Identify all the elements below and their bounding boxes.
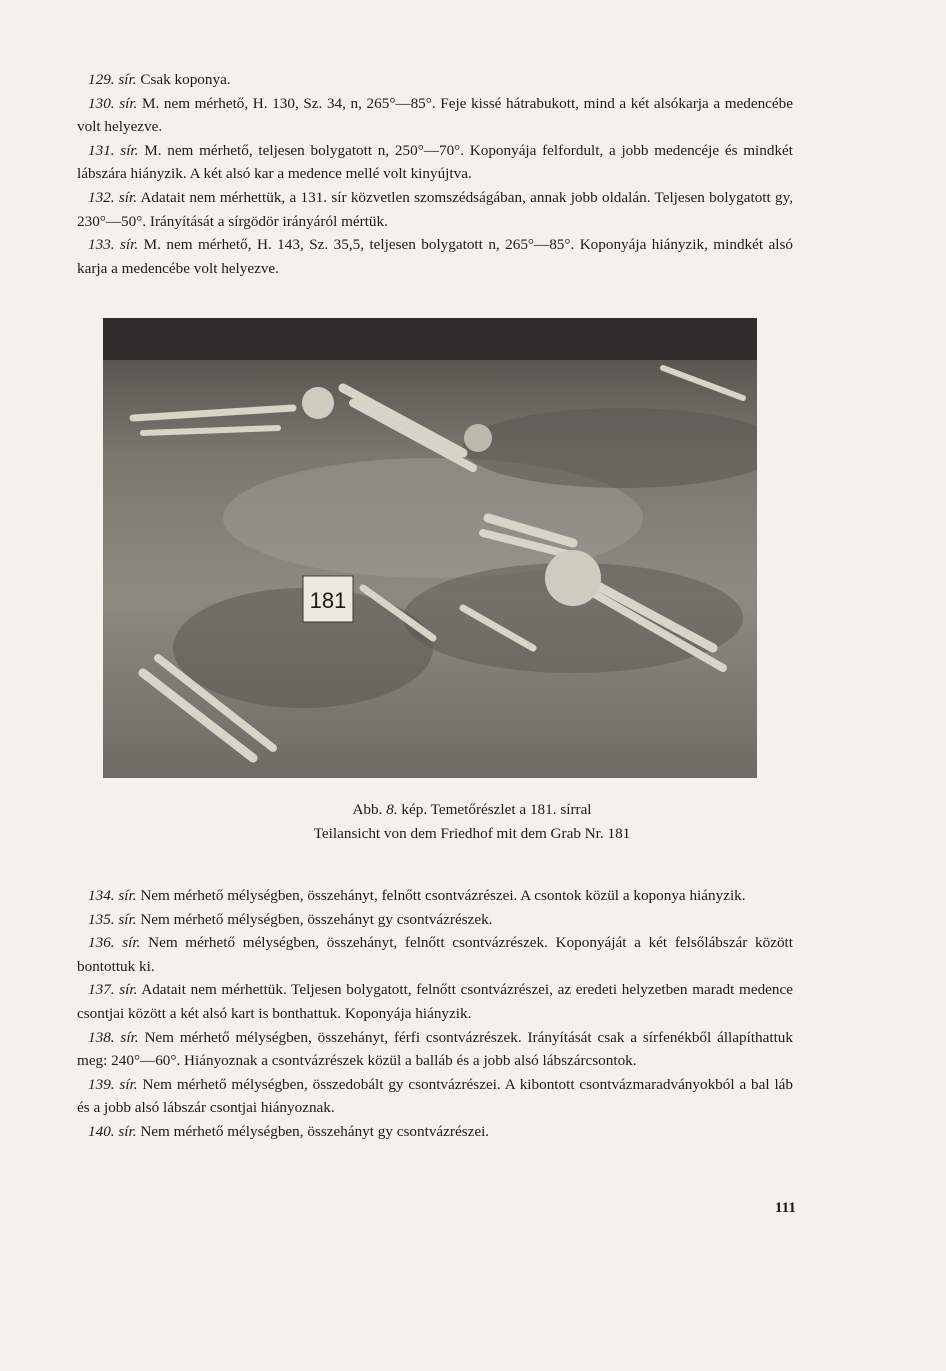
caption-prefix: Abb.	[352, 801, 387, 818]
entry-number: 140. sír.	[88, 1122, 137, 1140]
skull	[545, 550, 601, 606]
entry-number: 129. sír.	[88, 71, 137, 88]
entry-text: M. nem mérhető, H. 143, Sz. 35,5, teljesen bolygatott n, 265°—85°. Koponyája hiányzik, mindkét alsó karja a medencébe volt helyezve.	[77, 236, 793, 277]
trench-edge	[103, 318, 757, 360]
entry-text: Nem mérhető mélységben, összehányt, férfi csontvázrészek. Irányítását csak a sírfenékből állapíthattuk meg: 240°—60°. Hiányoznak a csontvázrészek közül a balláb és a jobb alsó lábszárcsontok.	[77, 1028, 793, 1070]
skull	[302, 387, 334, 419]
entries-top	[77, 68, 793, 280]
entry-130	[77, 92, 793, 139]
entry-number: 130. sír.	[88, 94, 138, 112]
entry-135	[77, 908, 793, 932]
figure-caption-hungarian	[77, 798, 867, 822]
entry-text: Nem mérhető mélységben, összehányt, felnőtt csontvázrészek. Koponyáját a két felsőlábszár között bontottuk ki.	[77, 934, 793, 975]
skull	[464, 424, 492, 452]
entry-text: Nem mérhető mélységben, összehányt gy csontvázrészek.	[136, 910, 493, 928]
grave-number-label: 181	[309, 588, 347, 613]
entry-number: 137. sír.	[88, 981, 138, 999]
entry-134	[77, 884, 793, 908]
entry-text: Adatait nem mérhettük. Teljesen bolygatott, felnőtt csontvázrészei, az eredeti helyzetben maradt medence csontjai között a két alsó kart is bonthattuk. Koponyája hiányzik.	[77, 981, 793, 1022]
entry-text: Nem mérhető mélységben, összehányt gy csontvázrészei.	[136, 1122, 490, 1140]
entry-133	[77, 233, 793, 280]
entry-132	[77, 186, 793, 233]
entry-number: 138. sír.	[88, 1028, 139, 1046]
entry-136	[77, 931, 793, 978]
entry-number: 132. sír.	[88, 188, 138, 206]
entry-text: Adatait nem mérhettük, a 131. sír közvetlen szomszédságában, annak jobb oldalán. Teljesen bolygatott gy, 230°—50°. Irányítását a sírgödör irányáról mértük.	[77, 188, 794, 230]
entry-text: Nem mérhető mélységben, összedobált gy csontvázrészei. A kibontott csontvázmaradványokból a bal láb és a jobb alsó lábszár csontjai hiányoznak.	[77, 1075, 793, 1117]
caption-text: kép. Temetőrészlet a 181. sírral	[397, 801, 592, 818]
entry-text: Csak koponya.	[136, 71, 231, 88]
excavation-photo-drawing	[103, 318, 757, 778]
entry-139	[77, 1073, 793, 1120]
caption-figure-number: 8.	[386, 801, 398, 818]
entry-number: 139. sír.	[88, 1075, 138, 1093]
entry-number: 133. sír.	[88, 236, 139, 254]
figure-caption-german: Teilansicht von dem Friedhof mit dem Grab Nr. 181	[313, 825, 631, 842]
entry-text: Nem mérhető mélységben, összehányt, felnőtt csontvázrészei. A csontok közül a koponya hiányzik.	[136, 887, 746, 904]
entry-number: 131. sír.	[88, 141, 139, 159]
entry-text: M. nem mérhető, H. 130, Sz. 34, n, 265°—85°. Feje kissé hátrabukott, mind a két alsókarja a medencébe volt helyezve.	[77, 94, 793, 136]
entry-129	[77, 68, 793, 92]
entry-138	[77, 1026, 793, 1073]
entry-137	[77, 978, 793, 1025]
page-number: 111	[774, 1199, 796, 1216]
excavation-photo	[103, 318, 757, 778]
entry-number: 136. sír.	[88, 934, 141, 952]
entry-text: M. nem mérhető, teljesen bolygatott n, 250°—70°. Koponyája felfordult, a jobb medencéje és mindkét lábszára hiányzik. A két alsó kar a medence mellé volt kinyújtva.	[77, 141, 793, 183]
entry-number: 135. sír.	[88, 910, 137, 928]
entry-number: 134. sír.	[88, 887, 137, 904]
entries-bottom	[77, 884, 793, 1144]
entry-131	[77, 139, 793, 186]
entry-140	[77, 1120, 793, 1144]
